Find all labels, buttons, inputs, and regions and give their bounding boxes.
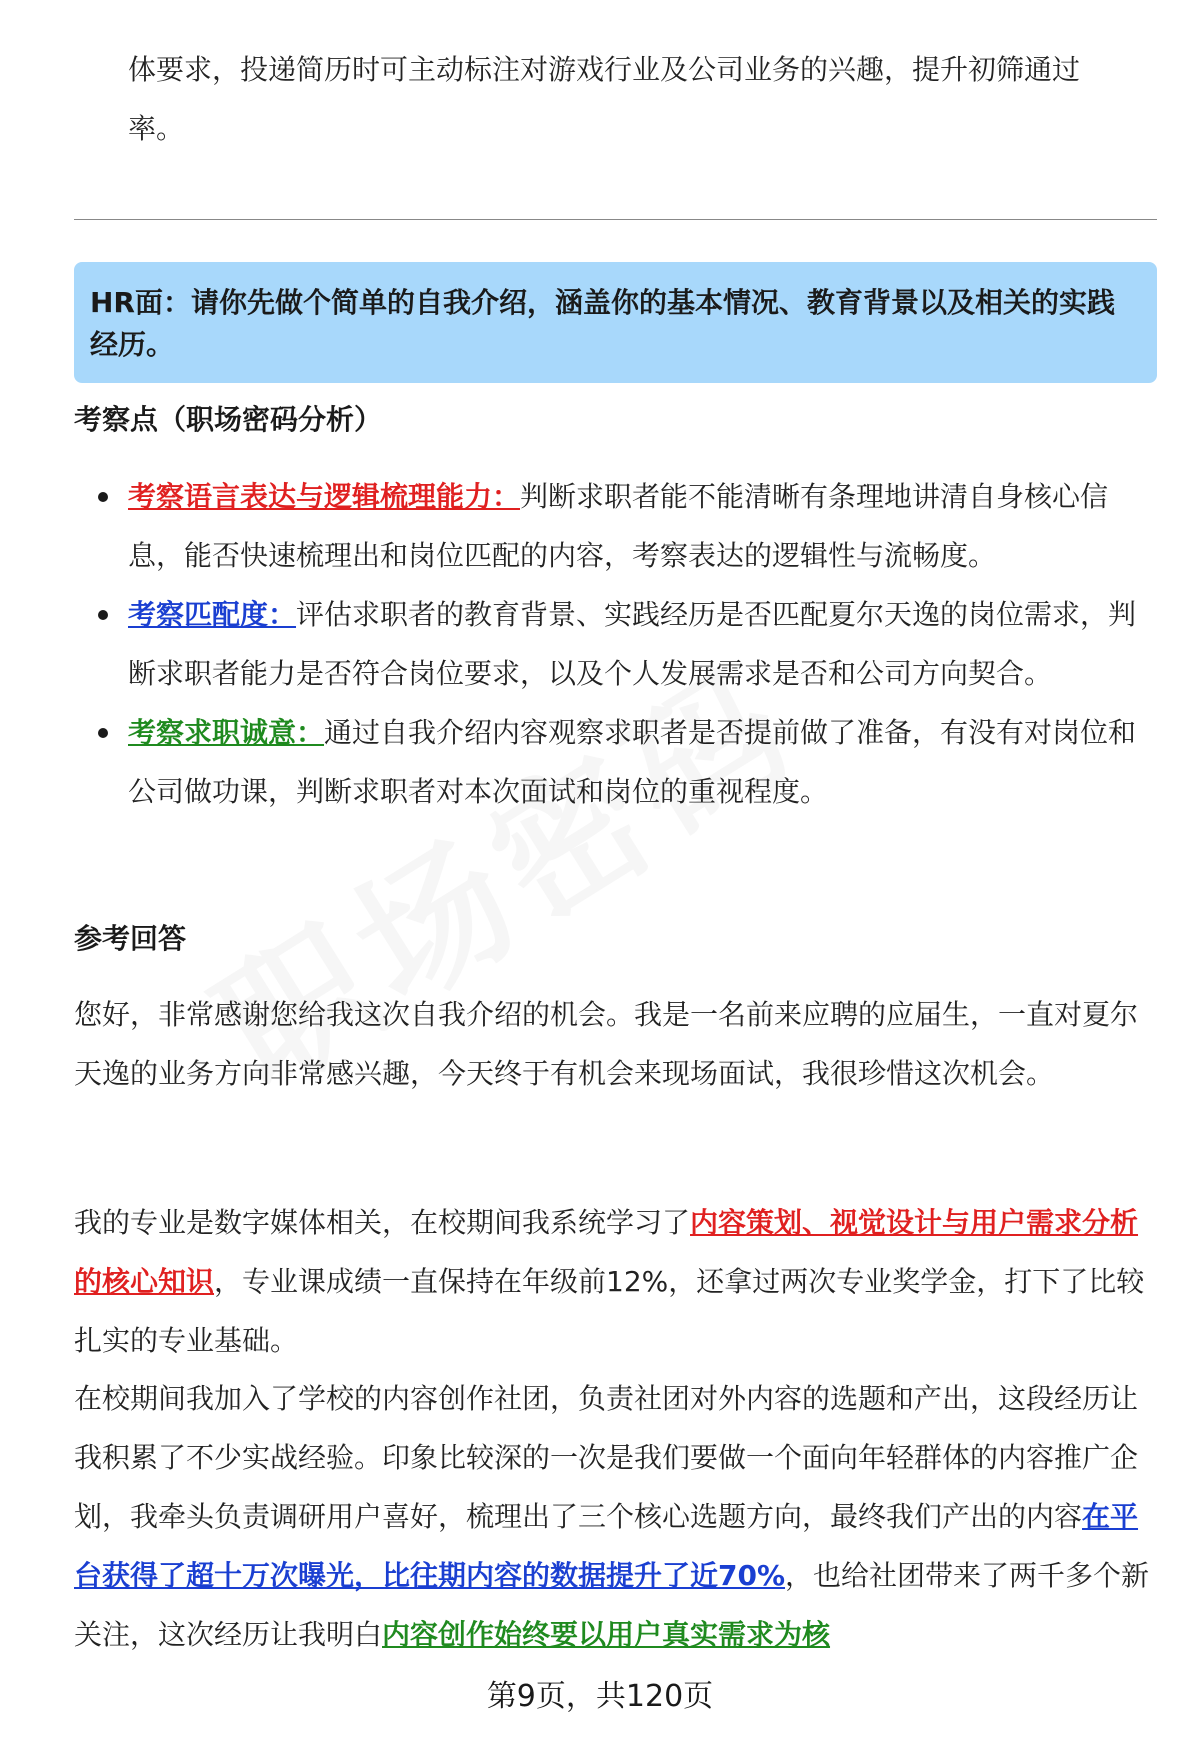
question-box xyxy=(74,262,1157,383)
answer-p3-b: ，也给社团带来了两千多个新关注，这次经历让我明白 xyxy=(74,1559,1150,1651)
assessment-points xyxy=(74,467,1164,821)
bullet-dot-icon xyxy=(98,492,108,502)
point-text: 判断求职者能不能清晰有条理地讲清自身核心信息，能否快速梳理出和岗位匹配的内容，考察表达的逻辑性与流畅度。 xyxy=(128,480,1109,572)
point-title: 考察求职诚意： xyxy=(128,716,325,749)
point-item xyxy=(74,585,1164,703)
answer-p2 xyxy=(74,1193,1159,1370)
answer-p1-text: 您好，非常感谢您给我这次自我介绍的机会。我是一名前来应聘的应届生，一直对夏尔天逸的业务方向非常感兴趣，今天终于有机会来现场面试，我很珍惜这次机会。 xyxy=(74,998,1139,1090)
answer-p3-keyword-2: 内容创作始终要以用户真实需求为核 xyxy=(382,1618,831,1651)
tail-line-1: 体要求，投递简历时可主动标注对游戏行业及公司业务的兴趣，提升初筛通过 xyxy=(128,53,1081,86)
point-title: 考察语言表达与逻辑梳理能力： xyxy=(128,480,521,513)
bullet-dot-icon xyxy=(98,728,108,738)
previous-answer-tail xyxy=(74,40,1158,158)
bullet-dot-icon xyxy=(98,610,108,620)
answer-p3 xyxy=(74,1369,1159,1664)
point-text: 评估求职者的教育背景、实践经历是否匹配夏尔天逸的岗位需求，判断求职者能力是否符合岗位要求，以及个人发展需求是否和公司方向契合。 xyxy=(128,598,1137,690)
points-heading: 考察点（职场密码分析） xyxy=(74,403,383,436)
point-text: 通过自我介绍内容观察求职者是否提前做了准备，有没有对岗位和公司做功课，判断求职者对本次面试和岗位的重视程度。 xyxy=(128,716,1137,808)
answer-p3-a: 在校期间我加入了学校的内容创作社团，负责社团对外内容的选题和产出，这段经历让我积累了不少实战经验。印象比较深的一次是我们要做一个面向年轻群体的内容推广企划，我牵头负责调研用户喜好，梳理出了三个核心选题方向，最终我们产出的内容 xyxy=(74,1382,1139,1533)
section-divider xyxy=(74,219,1157,220)
point-title: 考察匹配度： xyxy=(128,598,297,631)
answer-p2-a: 我的专业是数字媒体相关，在校期间我系统学习了 xyxy=(74,1206,691,1239)
page-number-footer: 第9页，共120页 xyxy=(486,1679,714,1714)
question-text: HR面：请你先做个简单的自我介绍，涵盖你的基本情况、教育背景以及相关的实践经历。 xyxy=(90,286,1115,361)
point-item xyxy=(74,703,1164,821)
answer-paragraph-2 xyxy=(74,1193,1159,1370)
answer-p2-b: ，专业课成绩一直保持在年级前12%，还拿过两次专业奖学金，打下了比较扎实的专业基础。 xyxy=(74,1265,1145,1357)
answer-heading: 参考回答 xyxy=(74,922,187,955)
answer-p3-keyword-1: 在平台获得了超十万次曝光，比往期内容的数据提升了近70% xyxy=(74,1500,1139,1592)
answer-paragraph-1 xyxy=(74,985,1159,1103)
answer-paragraph-3 xyxy=(74,1369,1159,1664)
point-item xyxy=(74,467,1164,585)
tail-line-2: 率。 xyxy=(128,112,185,145)
answer-p2-keyword: 内容策划、视觉设计与用户需求分析的核心知识 xyxy=(74,1206,1139,1298)
